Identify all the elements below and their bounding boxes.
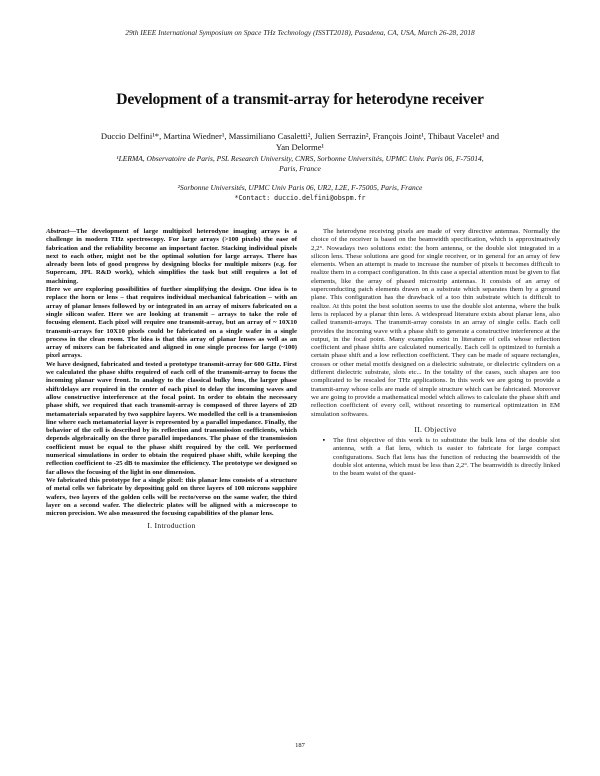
abstract-label: Abstract xyxy=(46,228,70,235)
author-list: Duccio Delfini¹*, Martina Wiedner¹, Massimiliano Casaletti², Julien Serrazin², François Joint¹, Thibaut Vacelet¹ and Yan Delorme¹ xyxy=(100,131,500,152)
page-number: 187 xyxy=(295,742,305,749)
abstract-text-1: —The development of large multipixel heterodyne imaging arrays is a challenge in modern THz spectroscopy. For large arrays (>100 pixels) the ease of fabrication and the reliability become an important factor. Stacking individual pixels next to each other, might not be the optimal solution for large arrays. There has already been lots of good progress by designing blocks for multiple mixers (e.g. for Supercam, JPL R&D work), which simplifies the task but still requires a lot of machining. xyxy=(46,228,297,285)
objective-text: The first objective of this work is to substitute the bulk lens of the double slot antenna, with a flat lens, which is easier to fabricate for large compact configurations. Such flat lens has the function of reducing the beamwidth of the double slot antenna, which must be less than 2,2°. The beamwidth is directly linked to the beam waist of the quasi- xyxy=(333,437,560,478)
section-heading-objective: II. Objective xyxy=(414,424,457,434)
abstract-paragraph-4: We fabricated this prototype for a single pixel: this planar lens consists of a structure of metal cells we fabricate by depositing gold on three layers of 100 microns sapphire wafers, two layers of the golden cells will be recto/verso on the same wafer, the third layer on a second wafer. The dielectric plates will be aligned with a microscope to micron precision. We also measured the focusing capabilities of the planar lens. xyxy=(46,476,297,518)
contact-email: *Contact: duccio.delfini@obspm.fr xyxy=(234,194,366,202)
abstract-paragraph-2: Here we are exploring possibilities of further simplifying the design. One idea is to replace the horn or lens – that requires individual mechanical fabrication – with an array of planar lenses followed by or integrated in an array of mixers fabricated on a single silicon wafer. Here we are looking at transmit – arrays to take the role of focusing element. Each pixel will require one transmit-array, but an array of ~ 10X10 transmit-arrays for 10X10 pixels could be fabricated on a single wafer in a single process in the clean room. The idea is that this array of planar lenses as well as an array of mixers can be fabricated and aligned in one single process for large (~100) pixel arrays. xyxy=(46,286,297,360)
section-heading-introduction: I. Introduction xyxy=(147,521,196,531)
left-column xyxy=(46,228,297,688)
objective-list-item xyxy=(311,437,560,478)
affiliation-1: ¹LERMA, Observatoire de Paris, PSL Research University, CNRS, Sorbonne Universités, UPMC Univ. Paris 06, F-75014, Paris, France xyxy=(116,154,484,173)
body-paragraph-1: The heterodyne receiving pixels are made of very directive antennas. Normally the choice of the receiver is based on the beamwidth specification, which is approximatively 2,2°. Nowadays two solutions exist: the horn antenna, or the double slot integrated in a silicon lens. These solutions are good for single receiver, or in general for an array of few elements. When an attempt is made to increase the number of pixels it becomes difficult to realize them in a compact configuration. In this case a special attention must be given to flat elements, like the array of phased microstrip antennas. It consists of an array of superconducting patch elements drawn on a substrate which separates them by a ground plane. This configuration has the drawback of a too thin substrate which is difficult to realize. At this point the best solution seems to use the double slot antenna, where the bulk lens is replaced by a planar thin lens. A widespread literature exists about planar lens, also called transmit-arrays. The transmit-array consists in an array of single cells. Each cell provides the incoming wave with a phase shift to generate a constructive interference at the output, in the focal point. Many examples exist in literature of cells whose reflection coefficient and phase shifts are calculated numerically. Each cell is optimized to furnish a certain phase shift and a low reflection coefficient. They can be made of square rectangles, crosses or other metal motifs designed on a dielectric substrate, or dielectric cylinders on a different dielectric substrate, slots etc... In the totality of the cases, such shapes are too complicated to be rescaled for THz applications. In this work we are going to provide a transmit-array whose cells are made of simple structure which can be fabricated. Moreover we are going to provide a mathematical model which allows to calculate the phase shift and reflection coefficient of every cell, without resorting to numerical optimization in EM simulation softwares. xyxy=(311,228,560,418)
abstract-paragraph-3: We have designed, fabricated and tested a prototype transmit-array for 600 GHz. First we calculated the phase shifts required of each cell of the transmit-array to focus the incoming planar wave front. In analogy to the classical bulky lens, the larger phase shift/delays are required in the center of each pixel to delay the incoming waves and allow constructive interference at the focal point. In order to obtain the necessary phase shift, we required that each transmit-array is composed of three layers of 2D metamaterials separated by two sapphire layers. We modelled the cell is a transmission line where each metamaterial layer is represented by a parallel impedance. Finally, the behavior of the cell is described by its reflection and transmission coefficients, which depends algebraically on the three parallel impedances. The phase of the transmission coefficient must be equal to the phase shift required by the cell. We performed numerical simulations in order to obtain the required phase shift, while keeping the reflection coefficient to -25 dB to maximize the efficiency. The prototype we designed so far allows the focusing of the light in one dimension. xyxy=(46,360,297,476)
right-column xyxy=(311,228,560,688)
bullet-icon: ▪ xyxy=(322,437,325,445)
abstract-paragraph-1 xyxy=(46,228,297,286)
paper-title: Development of a transmit-array for heterodyne receiver xyxy=(116,91,484,108)
affiliation-2: ²Sorbonne Universités, UPMC Univ Paris 06, UR2, L2E, F-75005, Paris, France xyxy=(177,183,423,192)
conference-header: 29th IEEE International Symposium on Space THz Technology (ISSTT2018), Pasadena, CA, USA, March 26-28, 2018 xyxy=(125,28,475,37)
